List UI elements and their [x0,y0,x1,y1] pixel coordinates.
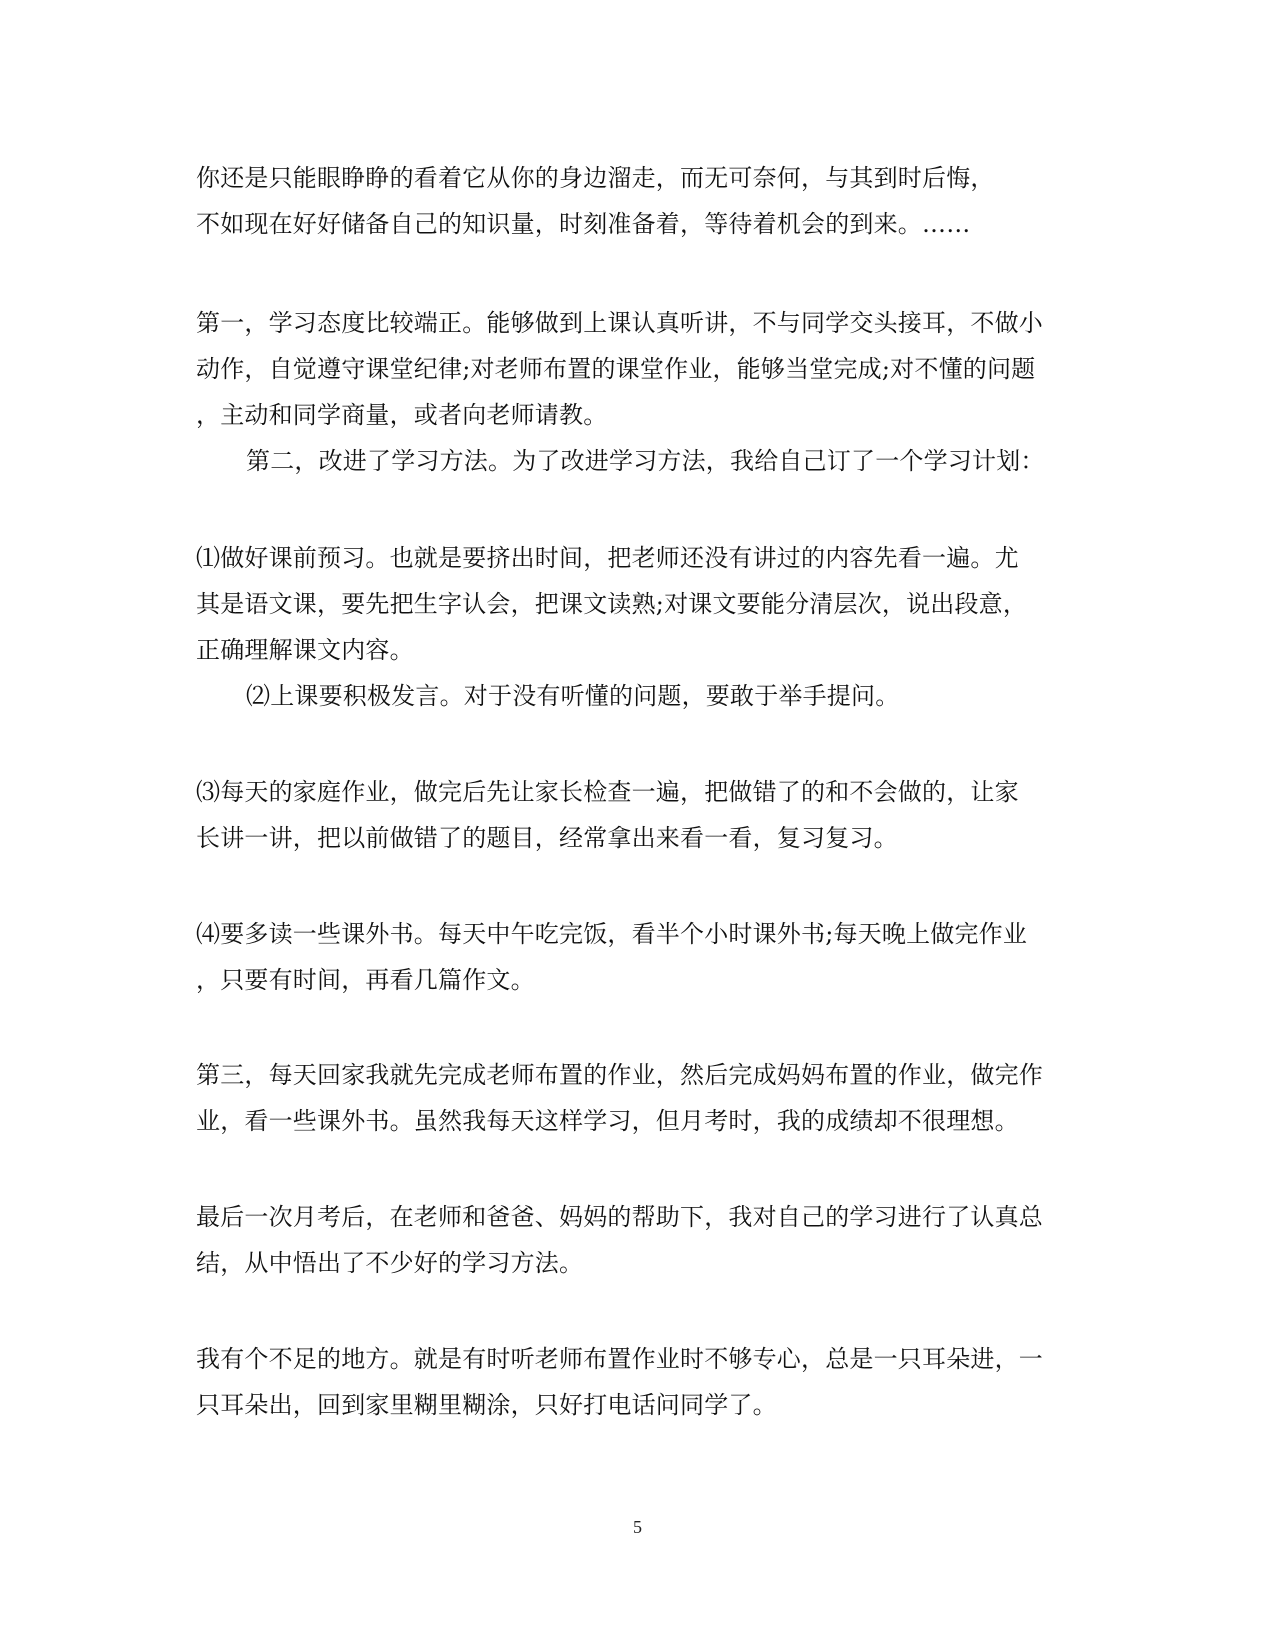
text-line: 正确理解课文内容。 [196,636,414,664]
text-line: 结，从中悟出了不少好的学习方法。 [196,1249,584,1277]
text-line: 你还是只能眼睁睁的看着它从你的身边溜走，而无可奈何，与其到时后悔， [196,164,995,192]
text-line: 第三，每天回家我就先完成老师布置的作业，然后完成妈妈布置的作业，做完作 [196,1061,1043,1089]
text-line: 我有个不足的地方。就是有时听老师布置作业时不够专心，总是一只耳朵进，一 [196,1345,1043,1373]
text-line: 动作，自觉遵守课堂纪律;对老师布置的课堂作业，能够当堂完成;对不懂的问题 [196,355,1036,383]
text-line: ⑶每天的家庭作业，做完后先让家长检查一遍，把做错了的和不会做的，让家 [196,778,1019,806]
text-line: ⑵上课要积极发言。对于没有听懂的问题，要敢于举手提问。 [246,682,900,710]
text-line: 最后一次月考后，在老师和爸爸、妈妈的帮助下，我对自己的学习进行了认真总 [196,1203,1043,1231]
page-number: 5 [633,1517,642,1537]
text-line: ，只要有时间，再看几篇作文。 [196,966,535,994]
text-line: 不如现在好好储备自己的知识量，时刻准备着，等待着机会的到来。…… [196,210,971,238]
text-line: 第二，改进了学习方法。为了改进学习方法，我给自己订了一个学习计划： [246,447,1045,475]
text-line: 其是语文课，要先把生字认会，把课文读熟;对课文要能分清层次，说出段意， [196,590,1028,618]
text-line: 长讲一讲，把以前做错了的题目，经常拿出来看一看，复习复习。 [196,824,898,852]
text-line: 只耳朵出，回到家里糊里糊涂，只好打电话问同学了。 [196,1391,777,1419]
text-line: 业，看一些课外书。虽然我每天这样学习，但月考时，我的成绩却不很理想。 [196,1107,1019,1135]
text-line: 第一，学习态度比较端正。能够做到上课认真听讲，不与同学交头接耳，不做小 [196,309,1043,337]
text-line: ，主动和同学商量，或者向老师请教。 [196,401,608,429]
text-line: ⑷要多读一些课外书。每天中午吃完饭，看半个小时课外书;每天晚上做完作业 [196,920,1028,948]
text-line: ⑴做好课前预习。也就是要挤出时间，把老师还没有讲过的内容先看一遍。尤 [196,544,1019,572]
